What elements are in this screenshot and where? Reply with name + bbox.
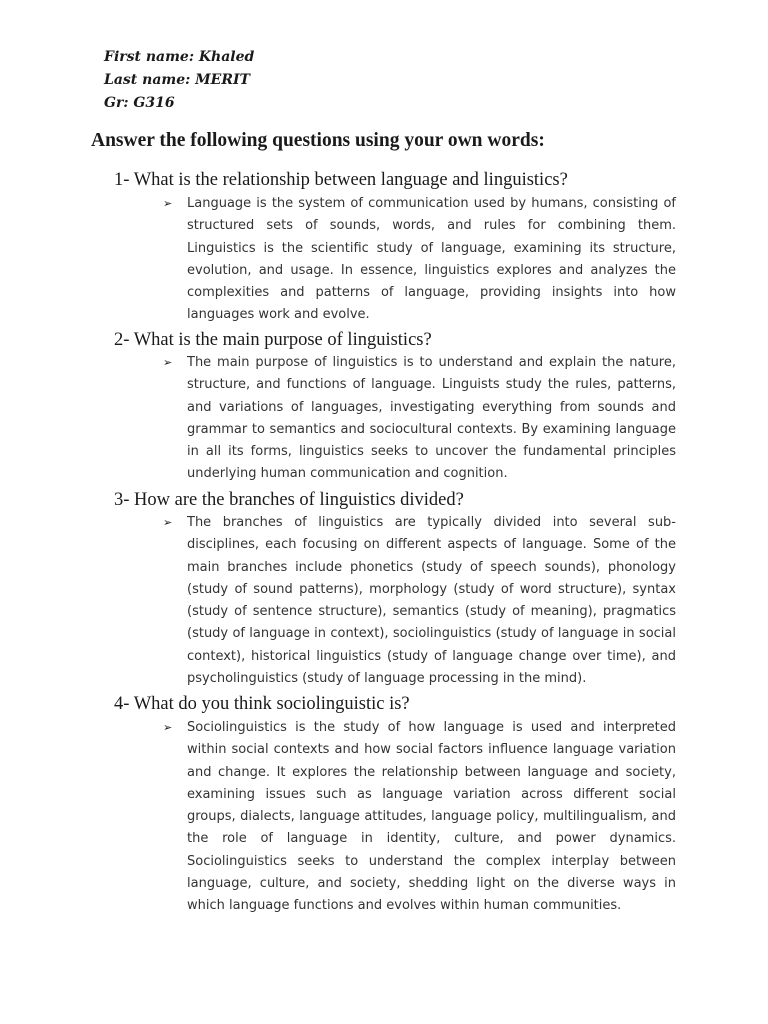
question-3: 3- How are the branches of linguistics divided?	[114, 490, 464, 510]
group: Gr: G316	[104, 95, 175, 111]
answer-3: The branches of linguistics are typically divided into several sub-disciplines, each focusing on different aspects of language. Some of the main branches include phonetics (study of speech sounds), phonology (study of sound patterns), morphology (study of word structure), syntax (study of sentence structure), semantics (study of meaning), pragmatics (study of language in context), sociolinguistics (study of language in social context), historical linguistics (study of language change over time), and psycholinguistics (study of language processing in the mind).	[187, 515, 676, 687]
question-1: 1- What is the relationship between language and linguistics?	[114, 170, 568, 190]
arrow-bullet-icon: ➢	[163, 516, 173, 529]
arrow-bullet-icon: ➢	[163, 721, 173, 734]
arrow-bullet-icon: ➢	[163, 356, 173, 369]
question-2: 2- What is the main purpose of linguistics?	[114, 330, 432, 350]
student-info	[104, 46, 254, 115]
answer-1: Language is the system of communication used by humans, consisting of structured sets of sounds, words, and rules for combining them. Linguistics is the scientific study of language, examining its structure, evolution, and usage. In essence, linguistics explores and analyzes the complexities and patterns of language, providing insights into how languages work and evolve.	[187, 196, 676, 323]
last-name: Last name: MERIT	[104, 72, 250, 88]
instructions-heading: Answer the following questions using your own words:	[91, 130, 545, 151]
answer-4: Sociolinguistics is the study of how language is used and interpreted within social contexts and how social factors influence language variation and change. It explores the relationship between language and society, examining issues such as language variation across different social groups, dialects, language attitudes, language policy, multilingualism, and the role of language in identity, culture, and power dynamics. Sociolinguistics seeks to understand the complex interplay between language, culture, and society, shedding light on the diverse ways in which language functions and evolves within human communities.	[187, 720, 676, 914]
arrow-bullet-icon: ➢	[163, 197, 173, 210]
question-4: 4- What do you think sociolinguistic is?	[114, 694, 410, 714]
answer-2: The main purpose of linguistics is to understand and explain the nature, structure, and functions of language. Linguists study the rules, patterns, and variations of languages, investigating everything from sounds and grammar to semantics and sociocultural contexts. By examining language in all its forms, linguistics seeks to uncover the fundamental principles underlying human communication and cognition.	[187, 355, 676, 482]
first-name: First name: Khaled	[104, 49, 255, 65]
